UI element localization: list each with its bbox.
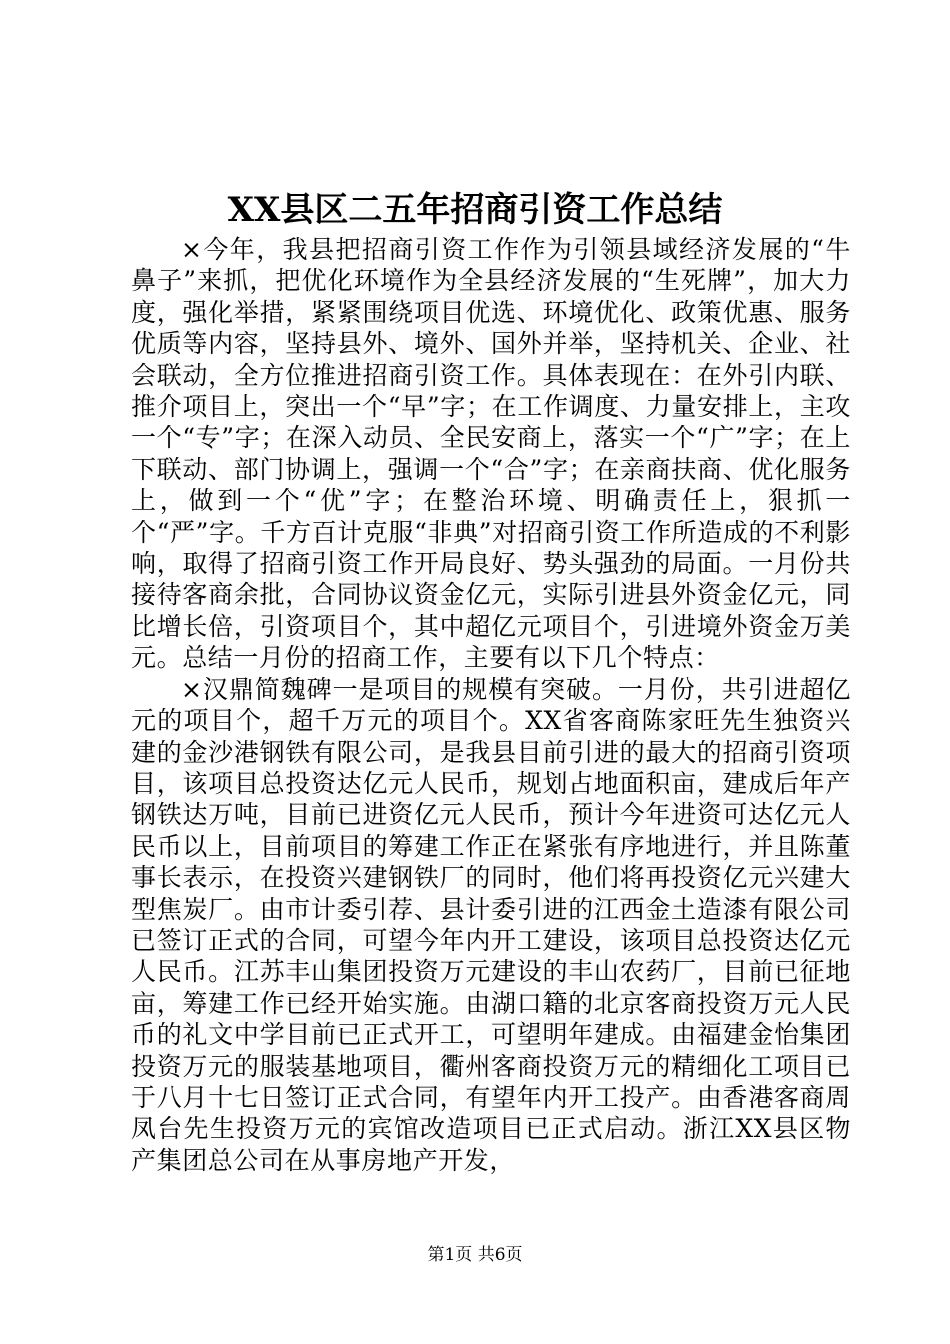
- document-title: XX县区二五年招商引资工作总结: [227, 190, 723, 230]
- document-body: [131, 234, 851, 1176]
- paragraph-project-scale: ×汉鼎简魏碑一是项目的规模有突破。一月份，共引进超亿元的项目个，超千万元的项目个。XX省客商陈家旺先生独资兴建的金沙港钢铁有限公司，是我县目前引进的最大的招商引资项目，该项目总投资达亿元人民币，规划占地面积亩，建成后年产钢铁达万吨，目前已进资亿元人民币，预计今年进资可达亿元人民币以上，目前项目的筹建工作正在紧张有序地进行，并且陈董事长表示，在投资兴建钢铁厂的同时，他们将再投资亿元兴建大型焦炭厂。由市计委引荐、县计委引进的江西金土造漆有限公司已签订正式的合同，可望今年内开工建设，该项目总投资达亿元人民币。江苏丰山集团投资万元建设的丰山农药厂，目前已征地亩，筹建工作已经开始实施。由湖口籍的北京客商投资万元人民币的礼文中学目前已正式开工，可望明年建成。由福建金怡集团投资万元的服装基地项目，衢州客商投资万元的精细化工项目已于八月十七日签订正式合同，有望年内开工投产。由香港客商周凤台先生投资万元的宾馆改造项目已正式启动。浙江XX县区物产集团总公司在从事房地产开发，: [131, 674, 851, 1175]
- paragraph-intro: ×今年，我县把招商引资工作作为引领县域经济发展的“牛鼻子”来抓，把优化环境作为全县经济发展的“生死牌”，加大力度，强化举措，紧紧围绕项目优选、环境优化、政策优惠、服务优质等内容，坚持县外、境外、国外并举，坚持机关、企业、社会联动，全方位推进招商引资工作。具体表现在：在外引内联、推介项目上，突出一个“早”字；在工作调度、力量安排上，主攻一个“专”字；在深入动员、全民安商上，落实一个“广”字；在上下联动、部门协调上，强调一个“合”字；在亲商扶商、优化服务上，做到一个“优”字；在整治环境、明确责任上，狠抓一个“严”字。千方百计克服“非典”对招商引资工作所造成的不利影响，取得了招商引资工作开局良好、势头强劲的局面。一月份共接待客商余批，合同协议资金亿元，实际引进县外资金亿元，同比增长倍，引资项目个，其中超亿元项目个，引进境外资金万美元。总结一月份的招商工作，主要有以下几个特点：: [131, 235, 851, 673]
- page-footer: 第1页 共6页: [427, 1245, 523, 1265]
